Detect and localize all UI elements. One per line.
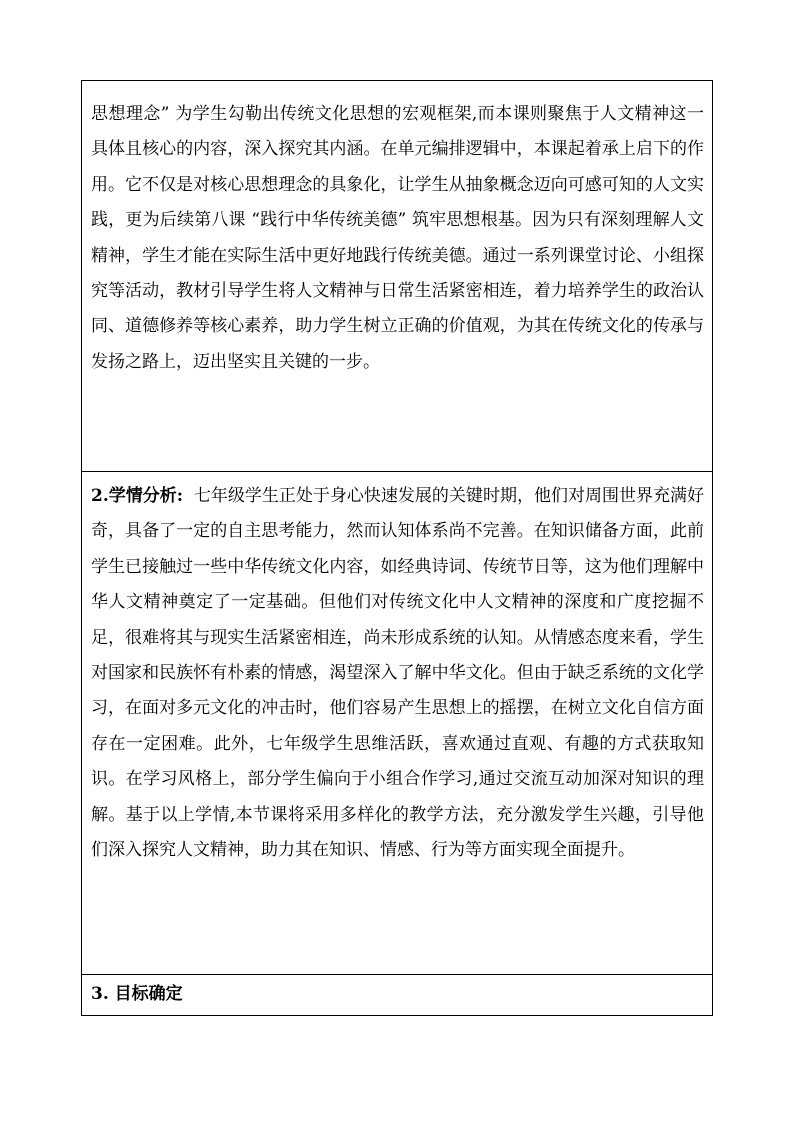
document-table — [81, 80, 713, 1016]
analysis-paragraph: 七年级学生正处于身心快速发展的关键时期，他们对周围世界充满好奇，具备了一定的自主思考能力，然而认知体系尚不完善。在知识储备方面，此前学生已接触过一些中华传统文化内容，如经典诗词、传统节日等，这为他们理解中华人文精神奠定了一定基础。但他们对传统文化中人文精神的深度和广度挖掘不足，很难将其与现实生活紧密相连，尚未形成系统的认知。从情感态度来看，学生对国家和民族怀有朴素的情感，渴望深入了解中华文化。但由于缺乏系统的文化学习，在面对多元文化的冲击时，他们容易产生思想上的摇摆，在树立文化自信方面存在一定困难。此外，七年级学生思维活跃，喜欢通过直观、有趣的方式获取知识。在学习风格上，部分学生偏向于小组合作学习,通过交流互动加深对知识的理解。基于以上学情,本节课将采用多样化的教学方法，充分激发学生兴趣，引导他们深入探究人文精神，助力其在知识、情感、行为等方面实现全面提升。 — [91, 486, 704, 861]
goals-heading: 3. 目标确定 — [91, 984, 183, 1004]
goals-cell — [82, 974, 712, 1015]
intro-paragraph: 思想理念” 为学生勾勒出传统文化思想的宏观框架,而本课则聚焦于人文精神这一具体且核心的内容，深入探究其内涵。在单元编排逻辑中，本课起着承上启下的作用。它不仅是对核心思想理念的具象化，让学生从抽象概念迈向可感可知的人文实践，更为后续第八课 “践行中华传统美德” 筑牢思想根基。因为只有深刻理解人文精神，学生才能在实际生活中更好地践行传统美德。通过一系列课堂讨论、小组探究等活动，教材引导学生将人文精神与日常生活紧密相连，着力培养学生的政治认同、道德修养等核心素养，助力学生树立正确的价值观，为其在传统文化的传承与发扬之路上，迈出坚实且关键的一步。 — [91, 104, 704, 372]
analysis-spacer — [183, 486, 194, 506]
intro-cell — [82, 81, 712, 471]
analysis-heading: 2.学情分析: — [91, 486, 184, 506]
analysis-cell — [82, 471, 712, 974]
